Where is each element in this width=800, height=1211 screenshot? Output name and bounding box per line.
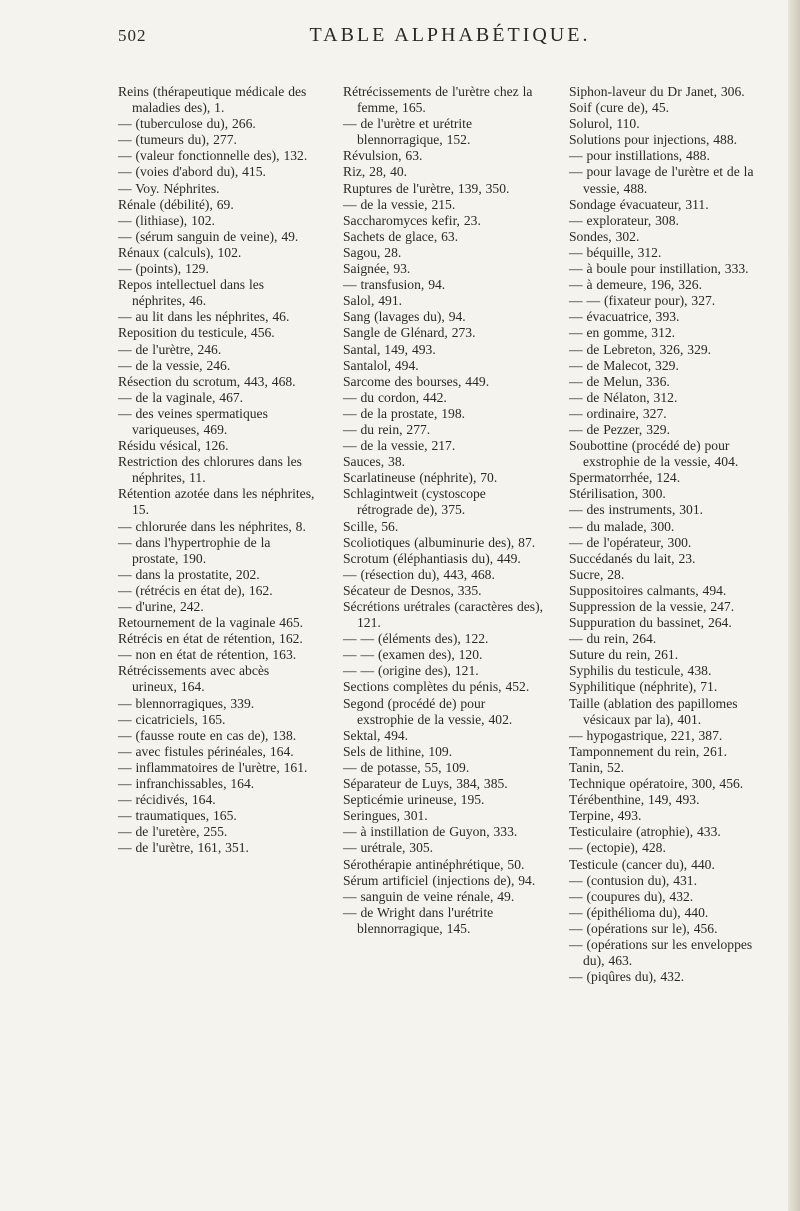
index-entry: Tanin, 52. [569,759,625,775]
index-entry: Ruptures de l'urètre, 139, 350. [343,180,510,196]
index-entry: — — (éléments des), 122. [343,631,489,647]
index-entry: — dans la prostatite, 202. [118,566,260,582]
index-entry: Sauces, 38. [343,454,406,470]
index-entry: Restriction des chlorures dans les néphrites, 11. [118,454,302,486]
index-entry: — transfusion, 94. [343,277,446,293]
index-entry: Suppositoires calmants, 494. [569,582,727,598]
index-entry: Résidu vésical, 126. [118,438,229,454]
index-entry: — avec fistules périnéales, 164. [118,743,294,759]
index-entry: — (lithiase), 102. [118,212,215,228]
index-entry: — (sérum sanguin de veine), 49. [118,228,299,244]
index-entry: Suppuration du bassinet, 264. [569,615,732,631]
index-entry: Sondes, 302. [569,228,640,244]
index-entry: Résection du scrotum, 443, 468. [118,373,296,389]
index-entry: — de potasse, 55, 109. [343,759,470,775]
index-entry: Scrotum (éléphantiasis du), 449. [343,550,521,566]
index-entry: — récidivés, 164. [118,792,216,808]
index-entry: Seringues, 301. [343,808,428,824]
index-entry: — du malade, 300. [569,518,675,534]
index-entry: — sanguin de veine rénale, 49. [343,888,515,904]
index-entry: Tamponnement du rein, 261. [569,743,727,759]
index-entry: — de Malecot, 329. [569,357,679,373]
index-column-3 [569,84,772,985]
index-entry: Riz, 28, 40. [343,164,408,180]
index-entry: Sarcome des bourses, 449. [343,373,490,389]
index-column-1 [118,84,318,857]
index-entry: — — (origine des), 121. [343,663,479,679]
index-entry: — chlorurée dans les néphrites, 8. [118,518,306,534]
index-entry: — blennorragiques, 339. [118,695,255,711]
index-entry: Rénale (débilité), 69. [118,196,234,212]
index-entry: — (ectopie), 428. [569,840,666,856]
index-entry: Rétrécis en état de rétention, 162. [118,631,303,647]
index-entry: — à boule pour instillation, 333. [569,261,749,277]
index-entry: — à instillation de Guyon, 333. [343,824,518,840]
index-entry: — du rein, 277. [343,421,431,437]
index-entry: Technique opératoire, 300, 456. [569,776,744,792]
index-entry: — des veines spermatiques variqueuses, 469. [118,405,268,437]
index-entry: — pour lavage de l'urètre et de la vessie, 488. [569,164,754,196]
page-edge-shadow [788,0,800,1211]
index-entry: Spermatorrhée, 124. [569,470,681,486]
index-entry: — explorateur, 308. [569,212,679,228]
index-entry: Siphon-laveur du Dr Janet, 306. [569,84,745,99]
index-entry: Suppression de la vessie, 247. [569,599,735,614]
index-entry: Solutions pour injections, 488. [569,132,738,148]
index-entry: — traumatiques, 165. [118,808,237,824]
index-entry: — au lit dans les néphrites, 46. [118,309,290,325]
index-entry: — (épithélioma du), 440. [569,904,709,920]
index-entry: Sérum artificiel (injections de), 94. [343,872,536,888]
index-entry: — (opérations sur le), 456. [569,920,718,936]
index-entry: — cicatriciels, 165. [118,711,226,727]
index-entry: — ordinaire, 327. [569,405,667,421]
index-entry: — de Melun, 336. [569,373,670,389]
index-entry: — (résection du), 443, 468. [343,566,495,582]
index-entry: — (tuberculose du), 266. [118,116,256,132]
index-entry: Segond (procédé de) pour exstrophie de la vessie, 402. [343,695,513,727]
index-entry: — de l'uretère, 255. [118,824,228,840]
index-entry: — (contusion du), 431. [569,872,697,888]
index-entry: Reins (thérapeutique médicale des maladies des), 1. [118,84,307,116]
index-entry: Sangle de Glénard, 273. [343,325,476,341]
index-entry: Scille, 56. [343,518,399,534]
index-entry: Suture du rein, 261. [569,647,679,663]
index-entry: Testicule (cancer du), 440. [569,856,715,872]
index-entry: — de l'urètre, 246. [118,341,222,357]
index-entry: Saignée, 93. [343,261,411,277]
index-entry: — d'urine, 242. [118,599,204,614]
index-entry: Sécrétions urétrales (caractères des), 121. [343,599,544,631]
index-entry: Septicémie urineuse, 195. [343,792,485,808]
index-entry: Stérilisation, 300. [569,486,666,502]
index-entry: Rétrécissements avec abcès urineux, 164. [118,663,270,695]
index-entry: — de Lebreton, 326, 329. [569,341,712,357]
index-entry: — (voies d'abord du), 415. [118,164,266,180]
index-entry: Solurol, 110. [569,116,640,132]
index-entry: Scoliotiques (albuminurie des), 87. [343,534,536,550]
index-entry: — dans l'hypertrophie de la prostate, 190. [118,534,271,566]
index-entry: Sondage évacuateur, 311. [569,196,709,212]
index-entry: Syphilis du testicule, 438. [569,663,712,679]
index-entry: Sérothérapie antinéphrétique, 50. [343,856,525,872]
index-entry: Sachets de glace, 63. [343,228,459,244]
index-entry: Sels de lithine, 109. [343,743,453,759]
index-entry: — de la vaginale, 467. [118,389,244,405]
index-entry: Salol, 491. [343,293,403,309]
index-entry: — Voy. Néphrites. [118,180,220,196]
index-entry: — de Wright dans l'urétrite blennorragique, 145. [343,904,494,936]
index-entry: Schlagintweit (cystoscope rétrograde de), 375. [343,486,486,518]
index-entry: — de Pezzer, 329. [569,421,670,437]
index-entry: — béquille, 312. [569,244,662,260]
index-entry: — (coupures du), 432. [569,888,694,904]
index-column-2 [343,84,543,937]
index-entry: — (opérations sur les enveloppes du), 463. [569,936,753,969]
index-entry: Reposition du testicule, 456. [118,325,275,341]
index-entry: Rénaux (calculs), 102. [118,244,242,260]
index-entry: — (rétrécis en état de), 162. [118,582,273,598]
index-entry: Sucre, 28. [569,566,625,582]
index-entry: Saccharomyces kefir, 23. [343,212,481,228]
index-entry: Sections complètes du pénis, 452. [343,679,530,695]
index-entry: — de l'urètre et urétrite blennorragique, 152. [343,116,472,148]
index-entry: — de la vessie, 215. [343,196,456,212]
index-entry: — de l'urètre, 161, 351. [118,840,249,856]
index-entry: — non en état de rétention, 163. [118,647,297,663]
index-entry: Soif (cure de), 45. [569,100,670,116]
index-entry: — pour instillations, 488. [569,148,710,164]
index-entry: — de la vessie, 246. [118,357,231,373]
index-entry: — — (examen des), 120. [343,647,483,663]
index-entry: Révulsion, 63. [343,148,423,164]
index-entry: — — (fixateur pour), 327. [569,293,716,309]
index-entry: Scarlatineuse (néphrite), 70. [343,470,498,486]
index-entry: — à demeure, 196, 326. [569,277,702,293]
index-entry: — évacuatrice, 393. [569,309,680,325]
index-entry: Sang (lavages du), 94. [343,309,466,325]
index-entry: — de la prostate, 198. [343,405,466,421]
index-entry: Taille (ablation des papillomes vésicaux par la), 401. [569,695,738,727]
page-header [0,12,780,52]
index-entry: — (points), 129. [118,261,209,277]
index-entry: — du cordon, 442. [343,389,447,405]
index-entry: Santalol, 494. [343,357,419,373]
index-entry: Santal, 149, 493. [343,341,436,357]
index-entry: Soubottine (procédé de) pour exstrophie de la vessie, 404. [569,438,739,470]
index-entry: Sagou, 28. [343,244,402,260]
index-entry: Succédanés du lait, 23. [569,550,696,566]
index-entry: — de l'opérateur, 300. [569,534,692,550]
index-entry: Rétrécissements de l'urètre chez la femme, 165. [343,84,533,116]
index-entry: Repos intellectuel dans les néphrites, 46. [118,277,265,309]
index-entry: — en gomme, 312. [569,325,676,341]
running-title: TABLE ALPHABÉTIQUE. [309,24,591,46]
index-entry: — (fausse route en cas de), 138. [118,727,297,743]
index-entry: Terpine, 493. [569,808,642,824]
index-entry: Rétention azotée dans les néphrites, 15. [118,486,315,518]
index-entry: — infranchissables, 164. [118,776,255,792]
index-entry: — des instruments, 301. [569,502,704,518]
index-entry: — (piqûres du), 432. [569,969,685,985]
index-entry: Sektal, 494. [343,727,409,743]
index-entry: — hypogastrique, 221, 387. [569,727,723,743]
page-number: 502 [118,26,147,45]
index-entry: Térébenthine, 149, 493. [569,792,700,808]
index-entry: Séparateur de Luys, 384, 385. [343,776,508,792]
index-entry: Syphilitique (néphrite), 71. [569,679,718,695]
index-entry: Sécateur de Desnos, 335. [343,582,482,598]
index-entry: — de la vessie, 217. [343,438,456,454]
index-entry: — de Nélaton, 312. [569,389,678,405]
index-entry: — (tumeurs du), 277. [118,132,237,148]
index-entry: — inflammatoires de l'urètre, 161. [118,759,308,775]
index-entry: — urétrale, 305. [343,840,434,856]
index-entry: Testiculaire (atrophie), 433. [569,824,721,840]
index-entry: — (valeur fonctionnelle des), 132. [118,148,308,164]
index-entry: — du rein, 264. [569,631,657,647]
index-entry: Retournement de la vaginale 465. [118,615,304,631]
